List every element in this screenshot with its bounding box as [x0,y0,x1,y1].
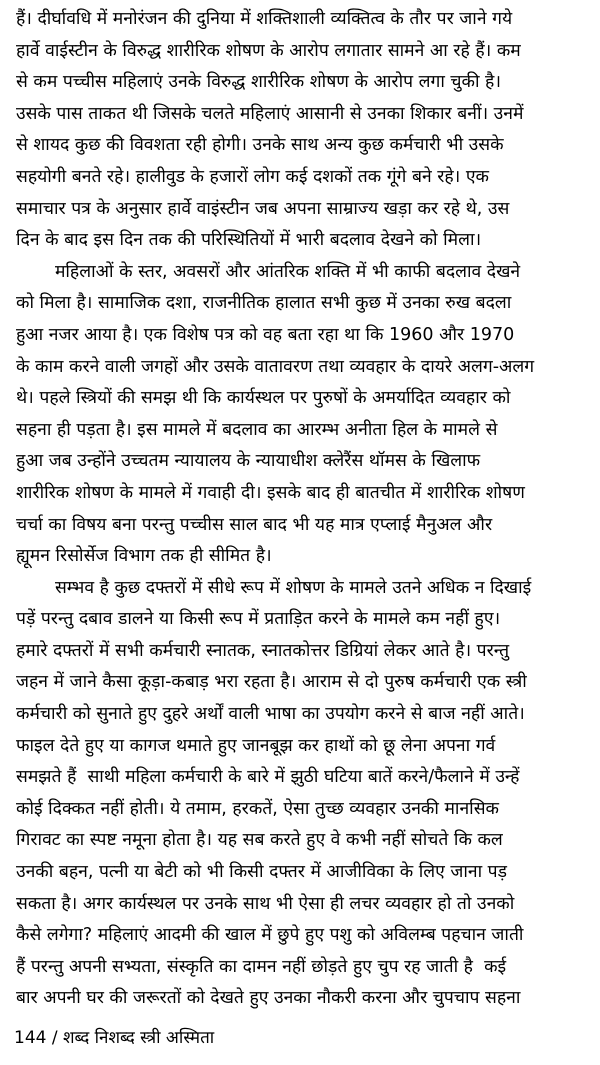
text-line: शारीरिक शोषण के मामले में गवाही दी। इसके बाद ही बातचीत में शारीरिक शोषण [16,482,525,503]
text-line: हैं। दीर्घावधि में मनोरंजन की दुनिया में शक्तिशाली व्यक्तित्व के तौर पर जाने गये [16,9,513,29]
text-line: कैसे लगेगा? महिलाएं आदमी की खाल में छुपे हुए पशु को अविलम्ब पहचान जाती [16,925,524,946]
text-line: दिन के बाद इस दिन तक की परिस्थितियों में भारी बदलाव देखने को मिला। [16,230,482,251]
text-line: से शायद कुछ की विवशता रही होगी। उनके साथ अन्य कुछ कर्मचारी भी उसके [16,135,504,156]
text-line: पड़ें परन्तु दबाव डालने या किसी रूप में प्रताड़ित करने के मामले कम नहीं हुए। [16,609,501,630]
text-line: चर्चा का विषय बना परन्तु पच्चीस साल बाद भी यह मात्र एप्लाई मैनुअल और [16,514,493,535]
text-line: समझते हैं साथी महिला कर्मचारी के बारे में झुठी घटिया बातें करने/फैलाने में उन्हें [16,767,520,788]
text-line: बार अपनी घर की जरूरतों को देखते हुए उनका नौकरी करना और चुपचाप सहना [16,988,521,1009]
text-line: थे। पहले स्त्रियों की समझ थी कि कार्यस्थल पर पुरुषों के अमर्यादित व्यवहार को [16,388,511,409]
text-line: के काम करने वाली जगहों और उसके वातावरण तथा व्यवहार के दायरे अलग-अलग [16,356,535,377]
text-line: उनकी बहन, पत्नी या बेटी को भी किसी दफ्तर में आजीविका के लिए जाना पड़ [16,862,507,883]
text-line: जहन में जाने कैसा कूड़ा-कबाड़ भरा रहता है। आराम से दो पुरुष कर्मचारी एक स्त्री [16,672,527,693]
text-line: सम्भव है कुछ दफ्तरों में सीधे रूप में शोषण के मामले उतने अधिक न दिखाई [16,577,532,598]
text-line: हुआ जब उन्होंने उच्चतम न्यायालय के न्यायाधीश क्लेरैंस थॉमस के खिलाफ [16,451,481,472]
text-line: हुआ नजर आया है। एक विशेष पत्र को वह बता रहा था कि 1960 और 1970 [16,324,515,345]
text-line: फाइल देते हुए या कागज थमाते हुए जानबूझ कर हाथों को छू लेना अपना गर्व [16,735,496,756]
text-line: उसके पास ताकत थी जिसके चलते महिलाएं आसानी से उनका शिकार बनीं। उनमें [16,103,524,124]
text-line: हार्वे वाईस्टीन के विरुद्ध शारीरिक शोषण के आरोप लगातार सामने आ रहे हैं। कम [16,40,521,61]
text-line: महिलाओं के स्तर, अवसरों और आंतरिक शक्ति में भी काफी बदलाव देखने [16,261,521,282]
text-line: सहना ही पड़ता है। इस मामले में बदलाव का आरम्भ अनीता हिल के मामले से [16,419,498,440]
text-line: ह्यूमन रिसोर्सेज विभाग तक ही सीमित है। [16,546,272,567]
text-line: हमारे दफ्तरों में सभी कर्मचारी स्नातक, स्नातकोत्तर डिग्रियां लेकर आते है। परन्तु [16,640,510,661]
text-line: से कम पच्चीस महिलाएं उनके विरुद्ध शारीरिक शोषण के आरोप लगा चुकी है। [16,72,501,93]
body-text [16,4,588,1015]
text-line: सकता है। अगर कार्यस्थल पर उनके साथ भी ऐसा ही लचर व्यवहार हो तो उनको [16,893,515,914]
text-line: हैं परन्तु अपनी सभ्यता, संस्कृति का दामन नहीं छोड़ते हुए चुप रह जाती है कई [16,956,507,977]
text-line: गिरावट का स्पष्ट नमूना होता है। यह सब करते हुए वे कभी नहीं सोचते कि कल [16,830,503,851]
text-line: कर्मचारी को सुनाते हुए दुहरे अर्थों वाली भाषा का उपयोग करने से बाज नहीं आते। [16,704,525,725]
text-line: समाचार पत्र के अनुसार हार्वे वाइंस्टीन जब अपना साम्राज्य खड़ा कर रहे थे, उस [16,198,510,219]
page-footer: 144 / शब्द निशब्द स्त्री अस्मिता [14,1028,215,1048]
text-line: को मिला है। सामाजिक दशा, राजनीतिक हालात सभी कुछ में उनका रुख बदला [16,293,512,314]
text-line: कोई दिक्कत नहीं होती। ये तमाम, हरकतें, ऐसा तुच्छ व्यवहार उनकी मानसिक [16,798,499,819]
text-line: सहयोगी बनते रहे। हालीवुड के हजारों लोग कई दशकों तक गूंगे बने रहे। एक [16,166,489,187]
